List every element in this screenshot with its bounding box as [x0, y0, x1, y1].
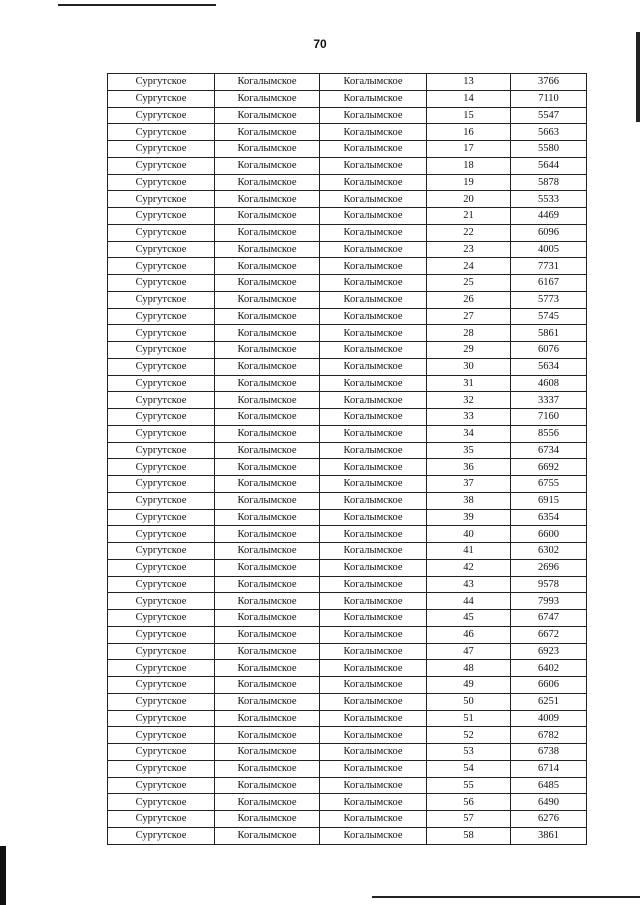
cell-number: 35	[427, 442, 511, 459]
cell-value: 3861	[511, 827, 587, 844]
cell-number: 13	[427, 74, 511, 91]
cell-region: Сургутское	[108, 677, 215, 694]
page-number: 70	[313, 37, 327, 51]
cell-region: Сургутское	[108, 526, 215, 543]
cell-district: Когалымское	[215, 476, 320, 493]
cell-region: Сургутское	[108, 811, 215, 828]
cell-number: 53	[427, 744, 511, 761]
cell-district: Когалымское	[215, 107, 320, 124]
table-row	[108, 693, 587, 710]
cell-region: Сургутское	[108, 727, 215, 744]
cell-value: 6167	[511, 275, 587, 292]
cell-field: Когалымское	[320, 325, 427, 342]
cell-field: Когалымское	[320, 476, 427, 493]
cell-district: Когалымское	[215, 308, 320, 325]
cell-district: Когалымское	[215, 543, 320, 560]
cell-value: 9578	[511, 576, 587, 593]
cell-field: Когалымское	[320, 141, 427, 158]
cell-district: Когалымское	[215, 241, 320, 258]
cell-field: Когалымское	[320, 576, 427, 593]
table-row	[108, 258, 587, 275]
cell-number: 25	[427, 275, 511, 292]
cell-number: 30	[427, 358, 511, 375]
cell-field: Когалымское	[320, 643, 427, 660]
cell-number: 23	[427, 241, 511, 258]
cell-field: Когалымское	[320, 593, 427, 610]
cell-number: 31	[427, 375, 511, 392]
cell-number: 50	[427, 693, 511, 710]
cell-region: Сургутское	[108, 693, 215, 710]
cell-field: Когалымское	[320, 392, 427, 409]
table-row	[108, 224, 587, 241]
cell-value: 6782	[511, 727, 587, 744]
cell-region: Сургутское	[108, 476, 215, 493]
cell-region: Сургутское	[108, 509, 215, 526]
cell-number: 46	[427, 626, 511, 643]
cell-value: 3766	[511, 74, 587, 91]
cell-number: 14	[427, 90, 511, 107]
cell-number: 28	[427, 325, 511, 342]
cell-number: 36	[427, 459, 511, 476]
cell-district: Когалымское	[215, 693, 320, 710]
cell-region: Сургутское	[108, 342, 215, 359]
cell-value: 3337	[511, 392, 587, 409]
cell-field: Когалымское	[320, 660, 427, 677]
cell-region: Сургутское	[108, 392, 215, 409]
cell-region: Сургутское	[108, 660, 215, 677]
cell-field: Когалымское	[320, 291, 427, 308]
cell-region: Сургутское	[108, 543, 215, 560]
cell-value: 5533	[511, 191, 587, 208]
cell-district: Когалымское	[215, 375, 320, 392]
table-row	[108, 526, 587, 543]
table-row	[108, 174, 587, 191]
cell-region: Сургутское	[108, 325, 215, 342]
cell-region: Сургутское	[108, 224, 215, 241]
table-row	[108, 409, 587, 426]
cell-district: Когалымское	[215, 459, 320, 476]
cell-district: Когалымское	[215, 660, 320, 677]
cell-district: Когалымское	[215, 157, 320, 174]
table-row	[108, 626, 587, 643]
cell-region: Сургутское	[108, 124, 215, 141]
cell-number: 40	[427, 526, 511, 543]
table-row	[108, 392, 587, 409]
scan-edge-left	[0, 846, 6, 905]
cell-region: Сургутское	[108, 191, 215, 208]
cell-field: Когалымское	[320, 492, 427, 509]
cell-district: Когалымское	[215, 392, 320, 409]
table-row	[108, 74, 587, 91]
cell-field: Когалымское	[320, 208, 427, 225]
cell-region: Сургутское	[108, 425, 215, 442]
cell-district: Когалымское	[215, 208, 320, 225]
cell-number: 33	[427, 409, 511, 426]
cell-field: Когалымское	[320, 526, 427, 543]
cell-value: 6354	[511, 509, 587, 526]
cell-region: Сургутское	[108, 626, 215, 643]
cell-district: Когалымское	[215, 141, 320, 158]
cell-district: Когалымское	[215, 258, 320, 275]
cell-region: Сургутское	[108, 375, 215, 392]
cell-region: Сургутское	[108, 760, 215, 777]
table-row	[108, 727, 587, 744]
cell-district: Когалымское	[215, 358, 320, 375]
cell-number: 22	[427, 224, 511, 241]
cell-value: 6606	[511, 677, 587, 694]
cell-field: Когалымское	[320, 459, 427, 476]
cell-region: Сургутское	[108, 74, 215, 91]
cell-district: Когалымское	[215, 710, 320, 727]
cell-value: 5878	[511, 174, 587, 191]
table-row	[108, 275, 587, 292]
cell-field: Когалымское	[320, 174, 427, 191]
cell-region: Сургутское	[108, 258, 215, 275]
cell-field: Когалымское	[320, 710, 427, 727]
cell-value: 6738	[511, 744, 587, 761]
cell-field: Когалымское	[320, 425, 427, 442]
cell-field: Когалымское	[320, 275, 427, 292]
cell-district: Когалымское	[215, 794, 320, 811]
cell-number: 16	[427, 124, 511, 141]
cell-district: Когалымское	[215, 677, 320, 694]
cell-district: Когалымское	[215, 291, 320, 308]
cell-value: 6747	[511, 610, 587, 627]
cell-number: 34	[427, 425, 511, 442]
cell-value: 7110	[511, 90, 587, 107]
cell-field: Когалымское	[320, 191, 427, 208]
cell-number: 19	[427, 174, 511, 191]
cell-number: 32	[427, 392, 511, 409]
cell-region: Сургутское	[108, 90, 215, 107]
cell-number: 41	[427, 543, 511, 560]
cell-region: Сургутское	[108, 459, 215, 476]
cell-region: Сургутское	[108, 442, 215, 459]
cell-region: Сургутское	[108, 241, 215, 258]
cell-field: Когалымское	[320, 342, 427, 359]
table-body	[108, 74, 587, 845]
cell-number: 42	[427, 559, 511, 576]
cell-value: 6915	[511, 492, 587, 509]
cell-field: Когалымское	[320, 777, 427, 794]
cell-value: 5644	[511, 157, 587, 174]
cell-district: Когалымское	[215, 760, 320, 777]
cell-district: Когалымское	[215, 576, 320, 593]
cell-value: 2696	[511, 559, 587, 576]
cell-field: Когалымское	[320, 727, 427, 744]
cell-number: 18	[427, 157, 511, 174]
table-row	[108, 308, 587, 325]
cell-region: Сургутское	[108, 744, 215, 761]
cell-district: Когалымское	[215, 74, 320, 91]
cell-number: 15	[427, 107, 511, 124]
cell-value: 6672	[511, 626, 587, 643]
scan-edge-bottom	[372, 896, 640, 898]
cell-field: Когалымское	[320, 358, 427, 375]
table-row	[108, 157, 587, 174]
cell-value: 5580	[511, 141, 587, 158]
cell-value: 5861	[511, 325, 587, 342]
cell-value: 5547	[511, 107, 587, 124]
cell-value: 6402	[511, 660, 587, 677]
cell-value: 6714	[511, 760, 587, 777]
cell-district: Когалымское	[215, 610, 320, 627]
table-row	[108, 492, 587, 509]
cell-field: Когалымское	[320, 224, 427, 241]
cell-region: Сургутское	[108, 610, 215, 627]
table-row	[108, 124, 587, 141]
cell-number: 48	[427, 660, 511, 677]
cell-region: Сургутское	[108, 141, 215, 158]
cell-district: Когалымское	[215, 727, 320, 744]
cell-district: Когалымское	[215, 811, 320, 828]
cell-number: 17	[427, 141, 511, 158]
table-row	[108, 342, 587, 359]
table-row	[108, 459, 587, 476]
cell-number: 44	[427, 593, 511, 610]
table-row	[108, 141, 587, 158]
table-row	[108, 811, 587, 828]
cell-district: Когалымское	[215, 325, 320, 342]
cell-field: Когалымское	[320, 626, 427, 643]
cell-field: Когалымское	[320, 744, 427, 761]
cell-value: 4469	[511, 208, 587, 225]
table-row	[108, 425, 587, 442]
cell-field: Когалымское	[320, 677, 427, 694]
cell-value: 6485	[511, 777, 587, 794]
cell-district: Когалымское	[215, 492, 320, 509]
table-row	[108, 710, 587, 727]
table-row	[108, 794, 587, 811]
cell-number: 26	[427, 291, 511, 308]
cell-number: 29	[427, 342, 511, 359]
cell-district: Когалымское	[215, 626, 320, 643]
cell-region: Сургутское	[108, 157, 215, 174]
cell-number: 45	[427, 610, 511, 627]
cell-district: Когалымское	[215, 643, 320, 660]
cell-district: Когалымское	[215, 744, 320, 761]
cell-value: 6096	[511, 224, 587, 241]
cell-field: Когалымское	[320, 442, 427, 459]
cell-number: 21	[427, 208, 511, 225]
cell-field: Когалымское	[320, 543, 427, 560]
table-row	[108, 576, 587, 593]
cell-region: Сургутское	[108, 710, 215, 727]
cell-region: Сургутское	[108, 559, 215, 576]
table-row	[108, 543, 587, 560]
table-row	[108, 610, 587, 627]
cell-value: 4608	[511, 375, 587, 392]
cell-number: 47	[427, 643, 511, 660]
table-row	[108, 107, 587, 124]
cell-value: 4005	[511, 241, 587, 258]
data-table	[107, 73, 587, 845]
table-row	[108, 760, 587, 777]
cell-district: Когалымское	[215, 593, 320, 610]
cell-value: 6251	[511, 693, 587, 710]
cell-field: Когалымское	[320, 409, 427, 426]
table-row	[108, 593, 587, 610]
table-row	[108, 291, 587, 308]
cell-value: 7993	[511, 593, 587, 610]
table-row	[108, 827, 587, 844]
cell-district: Когалымское	[215, 559, 320, 576]
cell-field: Когалымское	[320, 693, 427, 710]
table-row	[108, 90, 587, 107]
cell-field: Когалымское	[320, 559, 427, 576]
cell-number: 39	[427, 509, 511, 526]
cell-number: 24	[427, 258, 511, 275]
table-row	[108, 476, 587, 493]
cell-district: Когалымское	[215, 90, 320, 107]
table-row	[108, 777, 587, 794]
cell-field: Когалымское	[320, 610, 427, 627]
cell-value: 5773	[511, 291, 587, 308]
cell-district: Когалымское	[215, 409, 320, 426]
cell-region: Сургутское	[108, 208, 215, 225]
cell-region: Сургутское	[108, 643, 215, 660]
cell-district: Когалымское	[215, 425, 320, 442]
cell-number: 57	[427, 811, 511, 828]
cell-value: 7160	[511, 409, 587, 426]
cell-field: Когалымское	[320, 258, 427, 275]
cell-value: 8556	[511, 425, 587, 442]
cell-region: Сургутское	[108, 308, 215, 325]
cell-number: 55	[427, 777, 511, 794]
cell-field: Когалымское	[320, 241, 427, 258]
cell-value: 6755	[511, 476, 587, 493]
table-row	[108, 358, 587, 375]
cell-district: Когалымское	[215, 442, 320, 459]
cell-value: 6600	[511, 526, 587, 543]
cell-field: Когалымское	[320, 375, 427, 392]
cell-region: Сургутское	[108, 794, 215, 811]
cell-value: 7731	[511, 258, 587, 275]
cell-number: 27	[427, 308, 511, 325]
cell-value: 6076	[511, 342, 587, 359]
cell-value: 4009	[511, 710, 587, 727]
cell-number: 20	[427, 191, 511, 208]
cell-number: 58	[427, 827, 511, 844]
cell-number: 38	[427, 492, 511, 509]
scan-edge-top	[58, 4, 216, 6]
table-row	[108, 325, 587, 342]
cell-field: Когалымское	[320, 811, 427, 828]
cell-value: 6923	[511, 643, 587, 660]
cell-region: Сургутское	[108, 492, 215, 509]
cell-region: Сургутское	[108, 576, 215, 593]
table-row	[108, 375, 587, 392]
table-row	[108, 744, 587, 761]
cell-region: Сургутское	[108, 827, 215, 844]
cell-region: Сургутское	[108, 174, 215, 191]
cell-district: Когалымское	[215, 174, 320, 191]
table-row	[108, 677, 587, 694]
cell-district: Когалымское	[215, 124, 320, 141]
cell-value: 6276	[511, 811, 587, 828]
cell-number: 43	[427, 576, 511, 593]
cell-field: Когалымское	[320, 90, 427, 107]
cell-district: Когалымское	[215, 526, 320, 543]
cell-value: 5745	[511, 308, 587, 325]
cell-number: 49	[427, 677, 511, 694]
cell-region: Сургутское	[108, 275, 215, 292]
table-row	[108, 442, 587, 459]
cell-field: Когалымское	[320, 308, 427, 325]
cell-field: Когалымское	[320, 794, 427, 811]
cell-field: Когалымское	[320, 74, 427, 91]
cell-number: 37	[427, 476, 511, 493]
cell-region: Сургутское	[108, 777, 215, 794]
cell-district: Когалымское	[215, 191, 320, 208]
table-row	[108, 509, 587, 526]
table-row	[108, 643, 587, 660]
table-row	[108, 241, 587, 258]
cell-number: 54	[427, 760, 511, 777]
cell-value: 6734	[511, 442, 587, 459]
cell-number: 51	[427, 710, 511, 727]
cell-value: 6490	[511, 794, 587, 811]
cell-value: 6692	[511, 459, 587, 476]
cell-field: Когалымское	[320, 509, 427, 526]
cell-value: 6302	[511, 543, 587, 560]
table-row	[108, 191, 587, 208]
cell-value: 5663	[511, 124, 587, 141]
cell-district: Когалымское	[215, 509, 320, 526]
cell-number: 52	[427, 727, 511, 744]
cell-district: Когалымское	[215, 827, 320, 844]
cell-district: Когалымское	[215, 224, 320, 241]
table-row	[108, 559, 587, 576]
cell-region: Сургутское	[108, 358, 215, 375]
cell-region: Сургутское	[108, 291, 215, 308]
cell-value: 5634	[511, 358, 587, 375]
cell-field: Когалымское	[320, 157, 427, 174]
cell-field: Когалымское	[320, 760, 427, 777]
cell-field: Когалымское	[320, 107, 427, 124]
cell-district: Когалымское	[215, 777, 320, 794]
cell-region: Сургутское	[108, 409, 215, 426]
cell-region: Сургутское	[108, 593, 215, 610]
cell-region: Сургутское	[108, 107, 215, 124]
cell-district: Когалымское	[215, 275, 320, 292]
cell-field: Когалымское	[320, 827, 427, 844]
cell-field: Когалымское	[320, 124, 427, 141]
table-row	[108, 660, 587, 677]
cell-number: 56	[427, 794, 511, 811]
cell-district: Когалымское	[215, 342, 320, 359]
table-row	[108, 208, 587, 225]
